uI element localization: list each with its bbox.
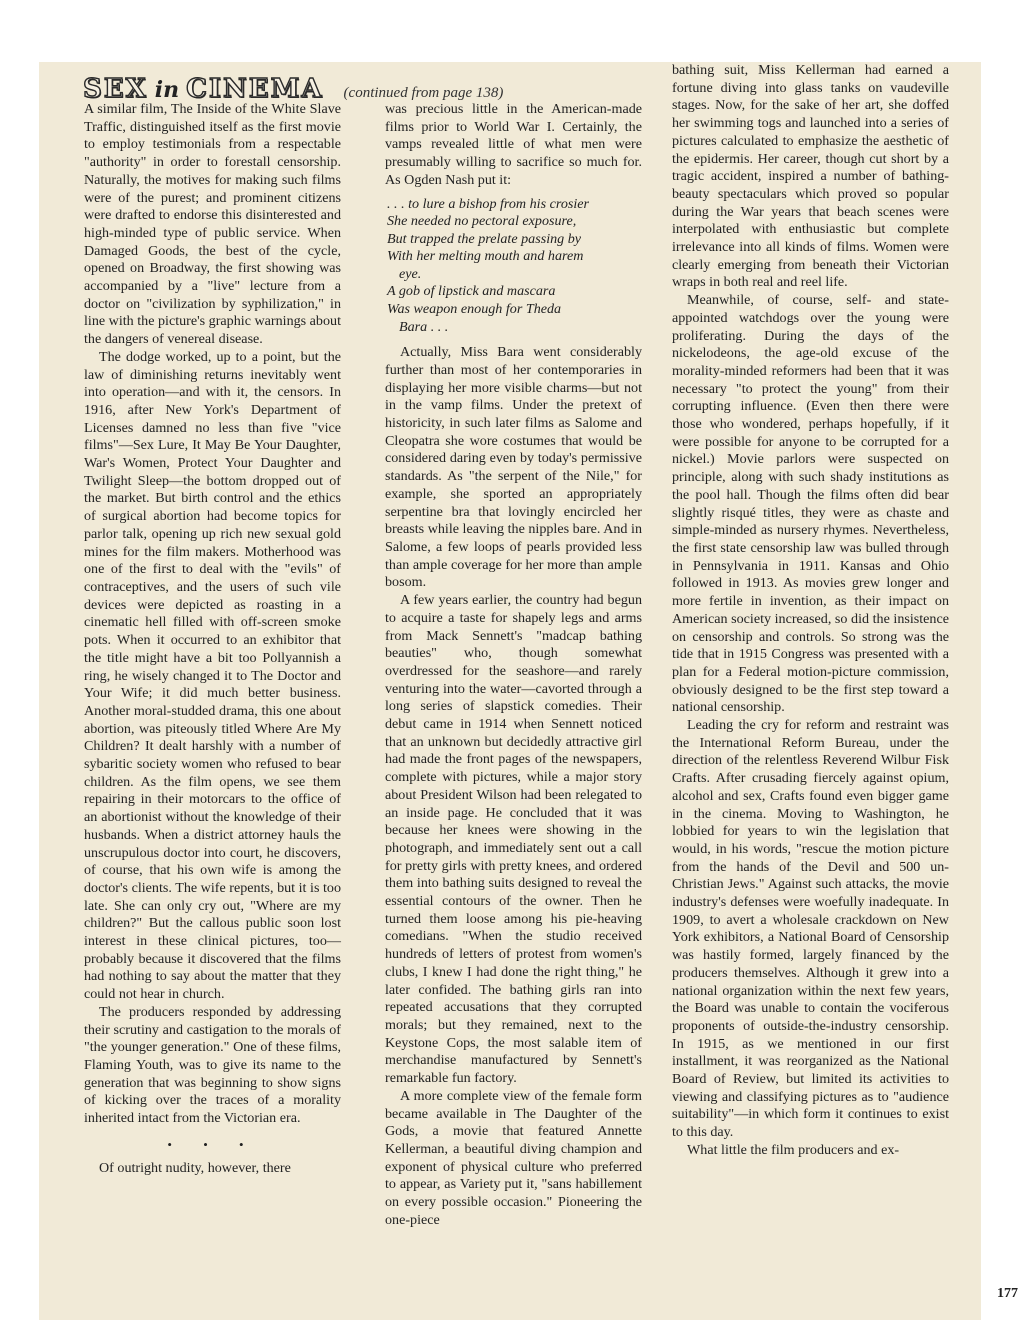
continued-note: (continued from page 138): [343, 85, 504, 101]
paragraph: was precious little in the American-made films prior to World War I. Certainly, the vamps revealed little of what men were presumably willing to sacrifice so much for. As Ogden Nash put it:: [385, 101, 642, 188]
poem-line: eye.: [399, 265, 422, 282]
paragraph: Leading the cry for reform and restraint was the International Reform Bureau, under the direction of the relentless Reverend Wilbur Fisk Crafts. After crusading fiercely against opium, alcohol and sex, Crafts found even bigger game in the cinema. Moving to Washington, he lobbied for years to win the legislation that would, in his words, "rescue the motion picture from the hands of the Devil and 500 un-Christian Jews." Against such attacks, the movie industry's defenses were woefully inadequate. In 1909, to avert a wholesale crackdown on New York exhibitors, a National Board of Censorship was hastily formed, largely financed by the producers themselves. Although it grew into a national organization within the next few years, the Board was unable to contain the vociferous proponents of outside-the-industry censorship. In 1915, as we mentioned in our first installment, it was reorganized as the National Board of Review, but limited its activities to viewing and classifying pictures as to "audience suitability"—in which form it continues to exist to this day.: [672, 717, 949, 1141]
paragraph: A few years earlier, the country had begun to acquire a taste for shapely legs and arms from Mack Sennett's "madcap bathing beauties" who, though somewhat overdressed for the seashore—and rarely venturing into the water—cavorted through a long series of slapstick comedies. Their debut came in 1914 when Sennett noticed that an unknown but decidedly attractive girl had made the front pages of the newspapers, complete with pictures, while a major story about President Wilson had been relegated to an inside page. He concluded that it was because her knees were showing in the photograph, and immediately sent out a call for pretty girls with pretty knees, and ordered them into bathing suits designed to reveal the essential contours of the owner. Then he turned them loose among his pie-heaving comedians. "When the studio received hundreds of letters of protest from women's clubs, I knew I had done the right thing," he later confided. The bathing girls ran into repeated accusations that they corrupted morals; but they remained, next to the Keystone Cops, the most salable item of merchandise manufactured by Sennett's remarkable fun factory.: [385, 592, 642, 1087]
section-break: • • •: [167, 1136, 258, 1152]
poem-line: A gob of lipstick and mascara: [387, 283, 556, 300]
paragraph: bathing suit, Miss Kellerman had earned a fortune diving into glass tanks on vaudeville stages. Now, for the sake of her art, she doffed her swimming togs and launched into a series of pictures calculated to emphasize the aesthetic of the epidermis. Her career, though cut short by a tragic accident, inspired a number of bathing-beauty spectaculars which proved so popular during the War years that beach scenes were interpolated with enthusiastic but complete irrelevance into all kinds of films. Women were clearly emerging from beneath their Victorian wraps in both real and reel life.: [672, 62, 949, 291]
poem-line: Was weapon enough for Theda: [387, 301, 562, 318]
poem-line: . . . to lure a bishop from his crosier: [387, 195, 590, 212]
poem-line: She needed no pectoral exposure,: [387, 213, 577, 230]
paragraph: A more complete view of the female form became available in The Daughter of the Gods, a movie that featured Annette Kellerman, a beautiful diving champion and exponent of physical culture who preferred to appear, as Variety put it, "sans habillement on every possible occasion." Pioneering the one-piece: [385, 1087, 642, 1228]
paragraph: What little the film producers and ex-: [687, 1141, 900, 1158]
paragraph: Actually, Miss Bara went considerably further than most of her contemporaries in displaying her more visible charms—but not in the vamp films. Under the pretext of historicity, in such later films as Salome and Cleopatra she wore costumes that would be considered daring even by today's permissive standards. As "the serpent of the Nile," for example, she sported an appropriately serpentine bra that lovingly encircled her breasts while leaving the nipples bare. And in Salome, a few loops of pearls provided less than ample coverage for her more than ample bosom.: [385, 344, 642, 591]
poem-line: But trapped the prelate passing by: [387, 230, 582, 247]
poem-line: Bara . . .: [399, 318, 449, 335]
title-in: in: [154, 77, 180, 103]
poem-line: With her melting mouth and harem: [387, 248, 584, 265]
paragraph: Meanwhile, of course, self- and state-appointed watchdogs over the young were proliferating. During the days of the nickelodeons, the age-old excuse of the morality-minded reformers had been that it was necessary "to protect the young" from their corrupting influence. (Even then there were those who wondered, perhaps hopefully, if it were possible for anyone to be corrupted for a nickel.) Movie parlors were suspected on principle, along with such shady institutions as the pool hall. Though the films often did bear slightly risqué titles, they were as chaste and simple-minded as nursery rhymes. Nevertheless, the first state censorship law was bulled through in Pennsylvania in 1911. Kansas and Ohio followed in 1913. As movies grew longer and more fertile in invention, as their impact on American society increased, so did the insistence on censorship and controls. So strong was the tide that in 1915 Congress was presented with a plan for a Federal motion-picture commission, obviously designed to be the first step toward a national censorship.: [672, 292, 949, 716]
paragraph: Of outright nudity, however, there: [99, 1160, 291, 1177]
text-column-2: [385, 101, 642, 1229]
paragraph: A similar film, The Inside of the White Slave Traffic, distinguished itself as the first movie to employ testimonials from a respectable "authority" in order to forestall censorship. Naturally, the motives for making such films were of the purest; and prominent citizens were drafted to endorse this disinterested and high-minded type of public service. When Damaged Goods, the best of the cycle, opened on Broadway, the first showing was accompanied by a "live" lecture from a doctor on "civilization by syphilization," in line with the picture's graphic warnings about the dangers of venereal disease.: [84, 101, 341, 348]
paragraph: The producers responded by addressing their scrutiny and castigation to the morals of "the younger generation." One of these films, Flaming Youth, was to give its name to the generation that was beginning to show signs of kicking over the traces of a morality inherited intact from the Victorian era.: [84, 1003, 341, 1127]
title-sex: SEX: [83, 74, 148, 104]
poem-quote: [387, 196, 642, 337]
text-column-1: [84, 101, 341, 1178]
page-number: 177: [997, 1286, 1018, 1301]
title-cinema: CINEMA: [186, 74, 324, 104]
paragraph: The dodge worked, up to a point, but the law of diminishing returns inevitably went into operation—and with it, the censors. In 1916, after New York's Department of Licenses damned no less than five "vice films"—Sex Lure, It May Be Your Daughter, War's Women, Protect Your Daughter and Twilight Sleep—the bottom dropped out of the market. But birth control and the ethics of surgical abortion had become topics for parlor talk, opening up rich new sexual gold mines for the film makers. Motherhood was one of the first to deal with the "evils" of contraceptives, and the users of such vile devices were depicted as roasting in a cinematic hell filled with off-screen smoke pots. When it occurred to an exhibitor that the title might have a bit too Pollyannish a ring, he wisely changed it to The Doctor and Your Wife; it did much better business. Another moral-studded drama, this one about abortion, was piteously titled Where Are My Children? It dealt harshly with a number of sybaritic society women who refused to bear children. As the film opens, we see them repairing in their motorcars to the office of an abortionist without the knowledge of their husbands. When a district attorney hauls the unscrupulous doctor into court, he discovers, of course, that his own wife is among the doctor's clients. The wife repents, but it is too late. She can only cry out, "Where are my children?" But the callous public soon lost interest in these clinical pictures, too—probably because it discovered that the films had nothing to say about the matter that they could not hear in church.: [84, 348, 341, 1003]
magazine-page: [39, 62, 1018, 1320]
text-column-3: [672, 62, 949, 1160]
